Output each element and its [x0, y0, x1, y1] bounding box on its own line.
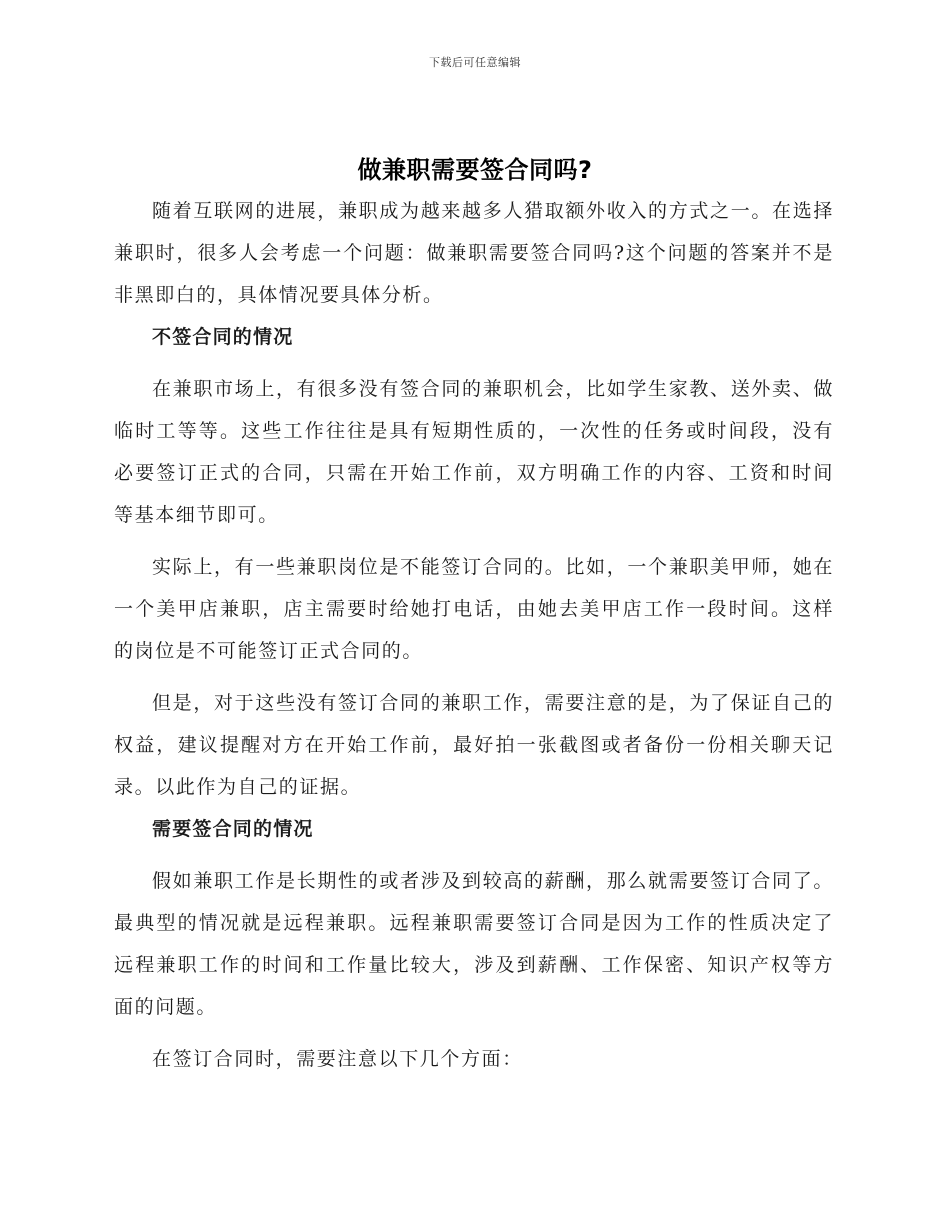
body-paragraph: 在签订合同时，需要注意以下几个方面： — [152, 1048, 523, 1070]
body-paragraph: 但是，对于这些没有签订合同的兼职工作，需要注意的是，为了保证自己的权益，建议提醒对方在开始工作前，最好拍一张截图或者备份一份相关聊天记录。以此作为自己的证据。 — [114, 692, 834, 798]
section-heading-no-contract: 不签合同的情况 — [152, 326, 294, 348]
body-paragraph: 在兼职市场上，有很多没有签合同的兼职机会，比如学生家教、送外卖、做临时工等等。这些工作往往是具有短期性质的，一次性的任务或时间段，没有必要签订正式的合同，只需在开始工作前，双方明确工作的内容、工资和时间等基本细节即可。 — [114, 378, 834, 526]
section-heading-contract-needed: 需要签合同的情况 — [152, 818, 314, 840]
header-note: 下载后可任意编辑 — [429, 56, 521, 69]
body-paragraph: 实际上，有一些兼职岗位是不能签订合同的。比如，一个兼职美甲师，她在一个美甲店兼职，店主需要时给她打电话，由她去美甲店工作一段时间。这样的岗位是不可能签订正式合同的。 — [114, 556, 834, 662]
document-body — [114, 190, 834, 1080]
intro-paragraph: 随着互联网的进展，兼职成为越来越多人猎取额外收入的方式之一。在选择兼职时，很多人会考虑一个问题：做兼职需要签合同吗?这个问题的答案并不是非黑即白的，具体情况要具体分析。 — [114, 200, 834, 306]
body-paragraph: 假如兼职工作是长期性的或者涉及到较高的薪酬，那么就需要签订合同了。最典型的情况就是远程兼职。远程兼职需要签订合同是因为工作的性质决定了远程兼职工作的时间和工作量比较大，涉及到薪酬、工作保密、知识产权等方面的问题。 — [114, 870, 834, 1018]
document-title: 做兼职需要签合同吗? — [357, 156, 593, 184]
